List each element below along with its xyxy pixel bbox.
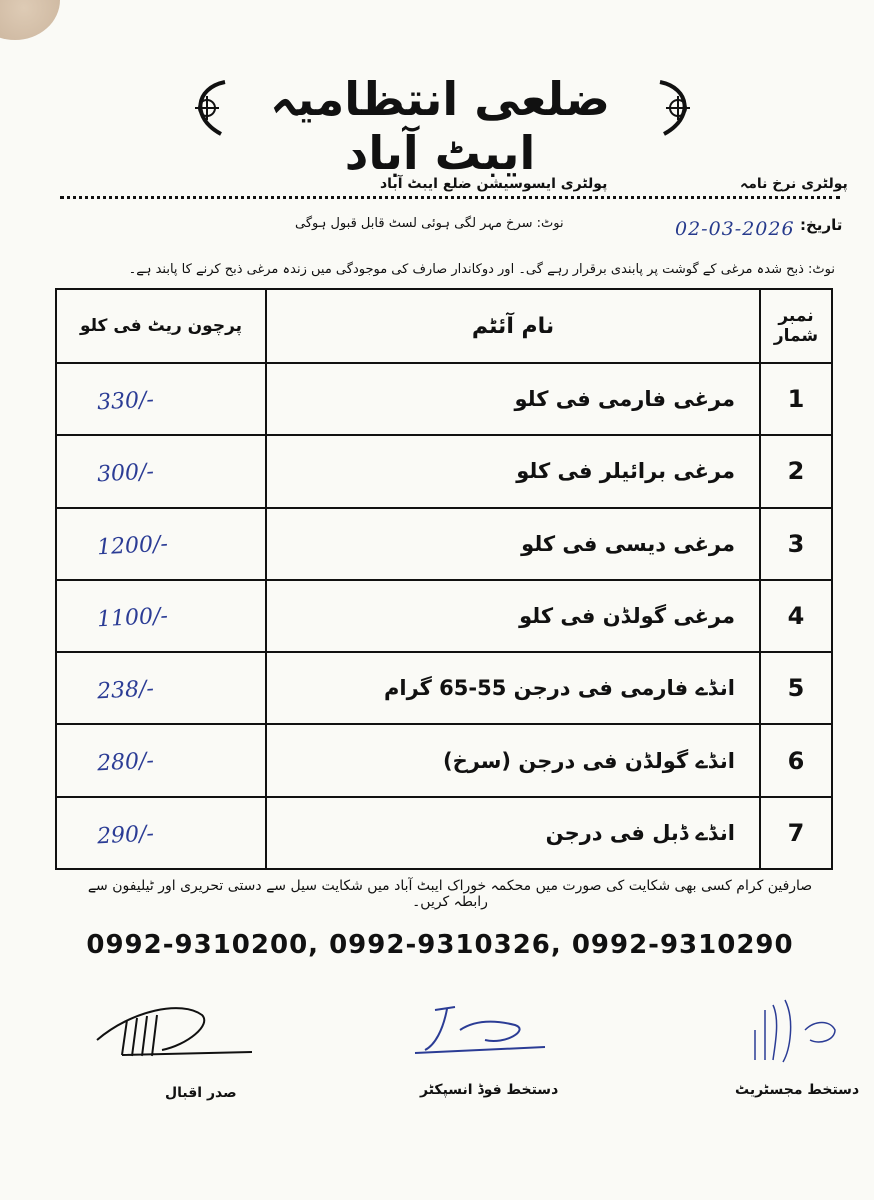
rate-cell: 1100/- <box>54 574 267 657</box>
rate-cell: 290/- <box>54 791 267 874</box>
number-cell: 3 <box>760 508 832 580</box>
table-row <box>56 363 832 435</box>
item-cell: مرغی دیسی فی کلو <box>266 508 760 580</box>
number-cell: 5 <box>760 652 832 724</box>
table-row <box>56 435 832 507</box>
table-row <box>56 580 832 652</box>
slaughter-note: نوٹ: ذبح شدہ مرغی کے گوشت پر پابندی برقرار رہے گی۔ اور دوکاندار صارف کی موجودگی میں زندہ مرغی ذبح کرنے کا پابند ہے۔ <box>128 262 835 277</box>
subtitle-rate-list: پولٹری نرخ نامہ <box>740 176 848 192</box>
header-item: نام آئٹم <box>266 289 760 363</box>
number-cell: 6 <box>760 724 832 796</box>
table-row <box>56 508 832 580</box>
signature-left <box>92 990 262 1070</box>
rate-cell: 280/- <box>54 719 267 802</box>
item-cell: انڈے فارمی فی درجن 55-65 گرام <box>266 652 760 724</box>
date-label: تاریخ: <box>800 216 843 234</box>
phone-numbers: 0992-9310200, 0992-9310326, 0992-9310290 <box>86 930 794 960</box>
subtitle-association: پولٹری ایسوسیشن ضلع ایبٹ آباد <box>380 176 608 192</box>
date-value: 02-03-2026 <box>675 218 795 240</box>
signature-middle <box>405 995 555 1065</box>
stamp-note: نوٹ: سرخ مہر لگی ہوئی لسٹ قابل قبول ہوگی <box>295 216 564 231</box>
rate-cell: 1200/- <box>54 502 267 585</box>
rate-cell: 300/- <box>54 430 267 513</box>
signature-right-label: دستخط مجسٹریٹ <box>735 1082 860 1098</box>
number-cell: 2 <box>760 435 832 507</box>
item-cell: مرغی برائیلر فی کلو <box>266 435 760 507</box>
thumb-shadow <box>0 0 60 40</box>
table-row <box>56 797 832 869</box>
rate-cell: 330/- <box>54 358 267 441</box>
signature-right <box>735 990 845 1070</box>
dotted-divider <box>60 196 840 199</box>
table-row <box>56 652 832 724</box>
page-title: ضلعی انتظامیہ ایبٹ آباد <box>270 72 610 180</box>
signature-left-label: صدر اقبال <box>165 1085 237 1101</box>
table-header-row <box>56 289 832 363</box>
signature-middle-label: دستخط فوڈ انسپکٹر <box>420 1082 559 1098</box>
header-number: نمبر شمار <box>760 289 832 363</box>
complaint-note: صارفین کرام کسی بھی شکایت کی صورت میں محکمہ خوراک ایبٹ آباد میں شکایت سیل سے دستی تحریری اور ٹیلیفون سے رابطہ کریں۔ <box>87 878 813 910</box>
rate-cell: 238/- <box>54 647 267 730</box>
table-row <box>56 724 832 796</box>
number-cell: 7 <box>760 797 832 869</box>
item-cell: انڈے گولڈن فی درجن (سرخ) <box>266 724 760 796</box>
header-rate: پرچون ریٹ فی کلو <box>56 289 266 363</box>
item-cell: انڈے ڈبل فی درجن <box>266 797 760 869</box>
rate-table <box>55 288 833 870</box>
number-cell: 4 <box>760 580 832 652</box>
item-cell: مرغی فارمی فی کلو <box>266 363 760 435</box>
item-cell: مرغی گولڈن فی کلو <box>266 580 760 652</box>
number-cell: 1 <box>760 363 832 435</box>
